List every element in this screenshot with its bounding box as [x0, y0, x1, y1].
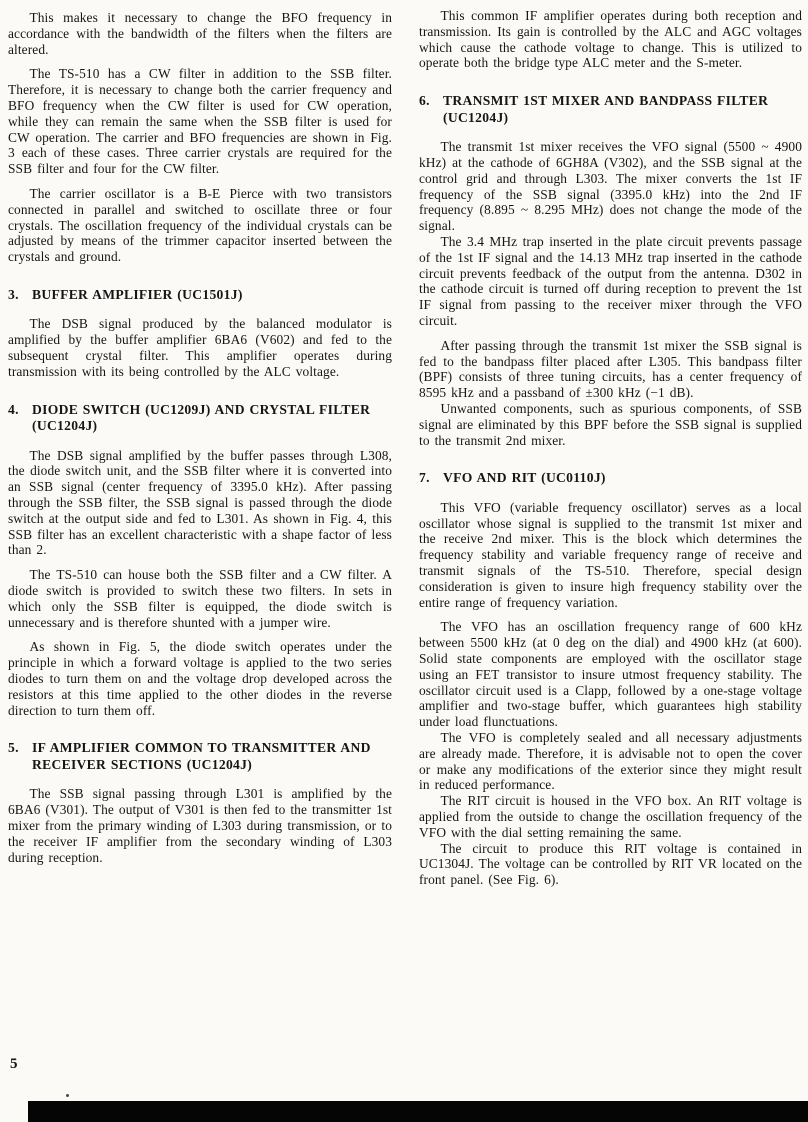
left-column — [8, 10, 392, 865]
paragraph: This VFO (variable frequency oscillator) serves as a local oscillator whose signal is supplied to the transmit 1st mixer and the receive 2nd mixer. This is the block which determines the frequency stability and variable frequency range of receive and transmit signals of the TS-510. Therefore, special design consideration is given to insure high frequency stability over the entire range of frequency variation. — [419, 499, 802, 610]
section-heading-if-amplifier — [8, 740, 392, 773]
paragraph: This makes it necessary to change the BFO frequency in accordance with the bandwidth of the filters when the filters are altered. — [8, 10, 392, 57]
paragraph: The transmit 1st mixer receives the VFO signal (5500 ~ 4900 kHz) at the cathode of 6GH8A (V302), and the SSB signal at the control grid and through L303. The mixer converts the 1st IF frequency of the SSB signal (3395.0 kHz) into the 2nd IF frequency (8.895 ~ 8.295 MHz) does not change the mode of the signal. — [419, 139, 802, 234]
section-number: 7. — [419, 470, 430, 486]
paragraph: As shown in Fig. 5, the diode switch operates under the principle in which a forward voltage is applied to the two series diodes to turn them on and the voltage drop developed across the resistors at this time applied to the other diodes in the reverse direction to turn them off. — [8, 639, 392, 718]
right-column — [419, 8, 802, 888]
section-number: 3. — [8, 286, 19, 302]
section-title: IF AMPLIFIER COMMON TO TRANSMITTER AND RECEIVER SECTIONS (UC1204J) — [32, 740, 371, 772]
section-heading-transmit-1st-mixer — [419, 93, 802, 126]
paragraph: The TS-510 has a CW filter in addition to the SSB filter. Therefore, it is necessary to change both the carrier frequency and BFO frequency when the CW filter is used for CW operation, while they can remain the same when the SSB filter is used for CW operation. The carrier and BFO frequencies are shown in Fig. 3 each of these cases. Three carrier crystals are required for the SSB filter and four for the CW filter. — [8, 66, 392, 177]
paragraph: The VFO is completely sealed and all necessary adjustments are already made. Therefore, it is advisable not to open the cover or make any modifications of the exterior since they might result in reduced performance. — [419, 729, 802, 793]
section-heading-vfo-and-rit — [419, 470, 802, 487]
section-heading-diode-switch — [8, 402, 392, 435]
scan-speck — [66, 1094, 69, 1097]
section-heading-buffer-amplifier — [8, 287, 392, 304]
paragraph: After passing through the transmit 1st mixer the SSB signal is fed to the bandpass filter placed after L305. This bandpass filter (BPF) consists of three tuning circuits, has a center frequency of 8595 kHz and a passband of ±300 kHz (−1 dB). — [419, 337, 802, 401]
scan-artifact-bar — [28, 1101, 808, 1122]
paragraph: The DSB signal produced by the balanced modulator is amplified by the buffer amplifier 6BA6 (V602) and fed to the subsequent crystal filter. This amplifier operates during transmission with its being controlled by the ALC voltage. — [8, 316, 392, 379]
page-number: 5 — [10, 1056, 18, 1072]
paragraph: The 3.4 MHz trap inserted in the plate circuit prevents passage of the 1st IF signal and the 14.13 MHz trap inserted in the cathode circuit prevents feedback of the output from the antenna. D302 in the cathode circuit is turned off during reception to prevent the 1st IF signal from passing to the receiver mixer through the VFO circuit. — [419, 233, 802, 328]
paragraph: The SSB signal passing through L301 is amplified by the 6BA6 (V301). The output of V301 is then fed to the transmitter 1st mixer from the primary winding of L303 during transmission, or to the receiver IF amplifier from the secondary winding of L303 during reception. — [8, 786, 392, 865]
section-number: 6. — [419, 93, 430, 109]
paragraph: Unwanted components, such as spurious components, of SSB signal are eliminated by this BPF before the SSB signal is supplied to the transmit 2nd mixer. — [419, 400, 802, 448]
section-number: 5. — [8, 740, 19, 756]
section-title: VFO AND RIT (UC0110J) — [443, 470, 606, 486]
paragraph: The circuit to produce this RIT voltage is contained in UC1304J. The voltage can be controlled by RIT VR located on the front panel. (See Fig. 6). — [419, 840, 802, 888]
paragraph: The VFO has an oscillation frequency range of 600 kHz between 5500 kHz (at 0 deg on the dial) and 4900 kHz (at 600). Solid state components are employed with the oscillator stage using an FET transistor to insure utmost frequency stability. The oscillator circuit used is a Clapp, followed by a one-stage voltage amplifier and two-stage buffer, which guarantees high stability under load flunctuations. — [419, 619, 802, 730]
paragraph: The DSB signal amplified by the buffer passes through L308, the diode switch unit, and the SSB filter where it is converted into an SSB signal (center frequency of 3395.0 kHz). After passing through the SSB filter, the SSB signal is passed through the diode switch at the output side and fed to L301. As shown in Fig. 4, this SSB filter has an excellent characteristic with a shape factor of less than 2. — [8, 447, 392, 558]
paragraph: This common IF amplifier operates during both reception and transmission. Its gain is controlled by the ALC and AGC voltages which cause the cathode voltage to change. This is utilized to operate both the bridge type ALC meter and the S-meter. — [419, 8, 802, 71]
paragraph: The carrier oscillator is a B-E Pierce with two transistors connected in parallel and switched to oscillate three or four crystals. The oscillation frequency of the individual crystals can be adjusted by means of the trimmer capacitor inserted between the crystals and ground. — [8, 185, 392, 265]
section-title: TRANSMIT 1ST MIXER AND BANDPASS FILTER (UC1204J) — [443, 93, 769, 125]
section-title: BUFFER AMPLIFIER (UC1501J) — [32, 286, 243, 302]
paragraph: The RIT circuit is housed in the VFO box. An RIT voltage is applied from the outside to change the oscillation frequency of the VFO with the dial setting remaining the same. — [419, 793, 802, 840]
section-title: DIODE SWITCH (UC1209J) AND CRYSTAL FILTER (UC1204J) — [32, 401, 371, 434]
paragraph: The TS-510 can house both the SSB filter and a CW filter. A diode switch is provided to switch these two filters. In sets in which only the SSB filter is equipped, the diode switch is unnecessary and is therefore shunted with a jumper wire. — [8, 567, 392, 630]
section-number: 4. — [8, 401, 19, 417]
